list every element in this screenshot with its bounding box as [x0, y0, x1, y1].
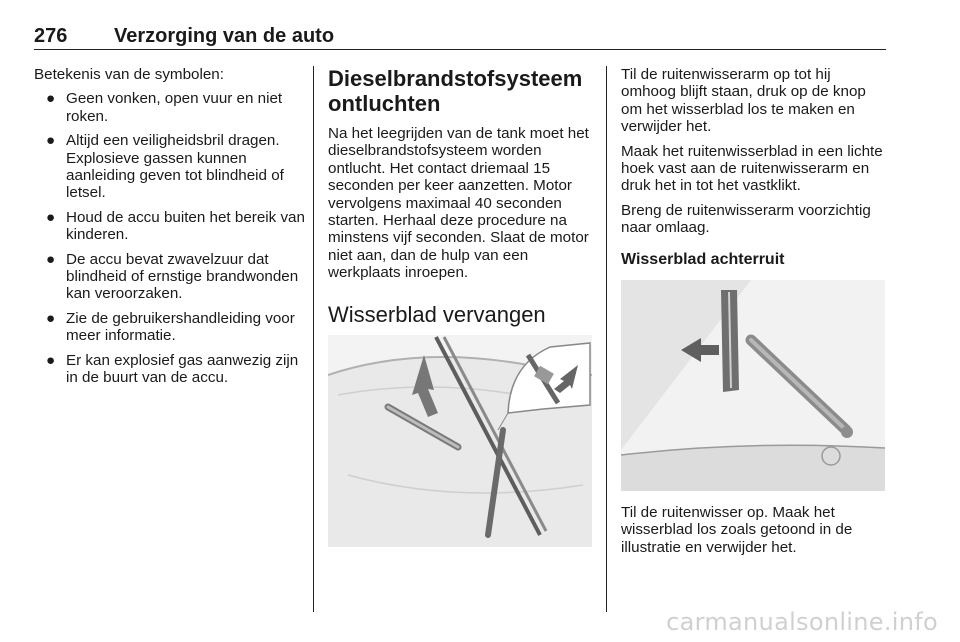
list-item-text: Houd de accu buiten het bereik van kinderen. — [66, 208, 305, 244]
bullet-icon: ● — [46, 351, 56, 369]
page-title: Verzorging van de auto — [114, 25, 335, 47]
list-item — [34, 251, 306, 303]
column-wiper — [621, 66, 887, 270]
list-item — [34, 310, 306, 345]
list-item — [34, 90, 306, 125]
front-wiper-drawing — [328, 335, 592, 547]
section-heading-wiper: Wisserblad vervangen — [328, 301, 546, 327]
list-item-text: De accu bevat zwavelzuur dat blindheid of ernstige brandwonden kan veroorzaken. — [66, 250, 299, 303]
rear-wiper-illustration — [621, 280, 885, 491]
column-divider-2 — [606, 66, 607, 612]
rear-wiper-drawing — [621, 280, 885, 491]
bullet-icon: ● — [46, 309, 56, 327]
list-item — [34, 132, 306, 202]
list-item-text: Altijd een veiligheidsbril dragen. Explosieve gassen kunnen aanleiding geven tot blindheid of letsel. — [66, 132, 284, 202]
wiper-paragraph-4: Til de ruitenwisser op. Maak het wisserblad los zoals getoond in de illustratie en verwijder het. — [621, 504, 853, 556]
column-divider-1 — [313, 66, 314, 612]
list-item — [34, 209, 306, 244]
list-item-text: Er kan explosief gas aanwezig zijn in de buurt van de accu. — [66, 351, 299, 387]
diesel-paragraph: Na het leegrijden van de tank moet het dieselbrandstofsysteem worden ontlucht. Het contact driemaal 15 seconden per keer aanzetten. Motor vervolgens maximaal 40 seconden starten. Herhaal deze procedure na minstens vijf seconden. Slaat de motor niet aan, dan de hulp van een werkplaats inroepen. — [328, 125, 589, 282]
bullet-icon: ● — [46, 250, 56, 268]
list-item — [34, 352, 306, 387]
bullet-icon: ● — [46, 90, 56, 108]
wiper-paragraph-1: Til de ruitenwisserarm op tot hij omhoog blijft staan, druk op de knop om het wisserblad los te maken en verwijder het. — [621, 66, 866, 136]
page-number: 276 — [34, 25, 68, 47]
watermark: carmanualsonline.info — [666, 608, 938, 636]
symbols-list — [34, 90, 306, 386]
header-rule — [34, 49, 886, 50]
wiper-paragraph-3: Breng de ruitenwisserarm voorzichtig naar omlaag. — [621, 201, 871, 237]
bullet-icon: ● — [46, 208, 56, 226]
list-item-text: Zie de gebruikershandleiding voor meer informatie. — [66, 309, 295, 345]
front-wiper-illustration — [328, 335, 592, 547]
column-diesel — [328, 66, 594, 327]
bullet-icon: ● — [46, 132, 56, 150]
section-heading-rear-wiper: Wisserblad achterruit — [621, 250, 785, 268]
symbols-intro: Betekenis van de symbolen: — [34, 66, 224, 83]
rear-wiper-caption — [621, 504, 887, 563]
page-header — [34, 22, 886, 52]
section-heading-diesel: Dieselbrandstofsysteem ontluchten — [328, 66, 583, 116]
list-item-text: Geen vonken, open vuur en niet roken. — [66, 90, 283, 125]
wiper-paragraph-2: Maak het ruitenwisserblad in een lichte hoek vast aan de ruitenwisserarm en druk het in tot het vastklikt. — [621, 142, 883, 195]
column-symbols — [34, 66, 306, 394]
